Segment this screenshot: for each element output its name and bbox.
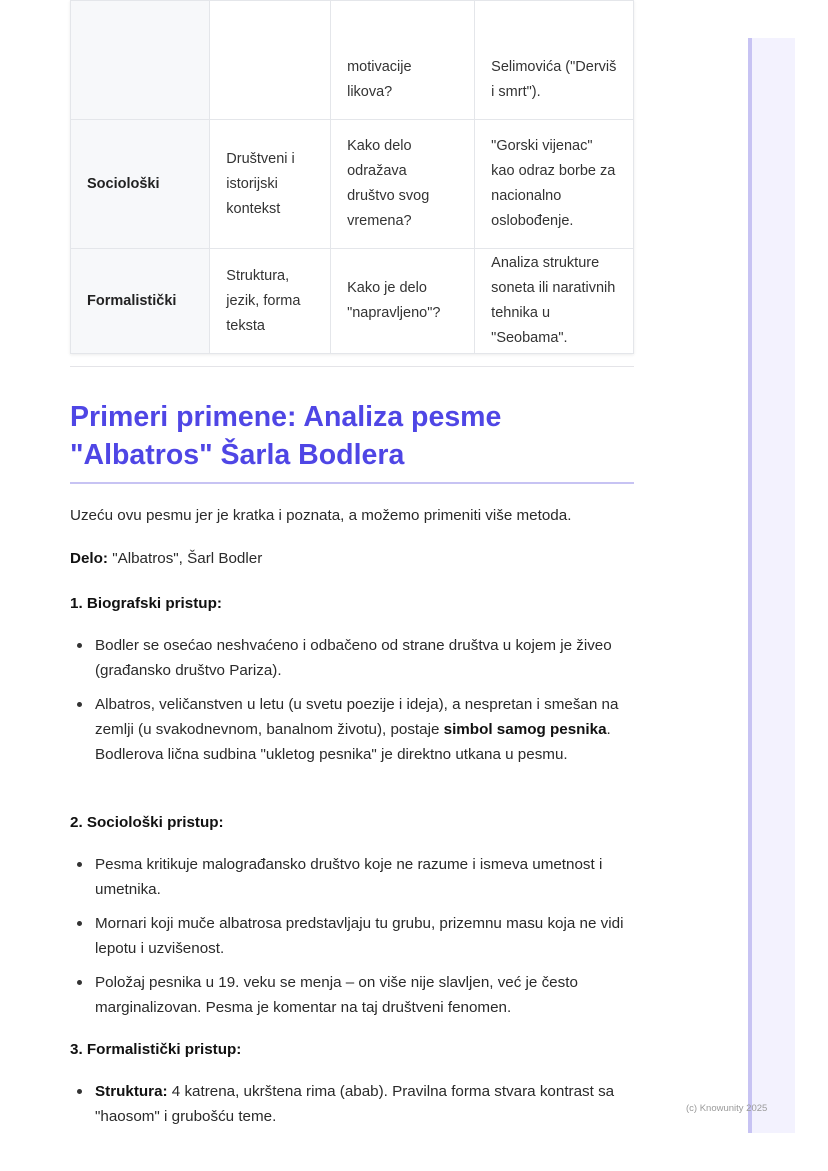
table-cell-focus: Društveni i istorijski kontekst [210,120,331,249]
sociological-list [70,852,640,1029]
table-cell-question: Kako delo odražava društvo svog vremena? [331,120,475,249]
list-item-text: . Bodlerova lična sudbina "ukletog pesnika" je direktno utkana u pesmu. [95,721,611,763]
biographical-heading: 1. Biografski pristup: [70,595,222,612]
copyright-notice: (c) Knowunity 2025 [686,1103,768,1114]
list-item [70,1079,640,1129]
table-row [71,1,634,120]
methods-table [70,0,634,354]
section-title: Primeri primene: Analiza pesme "Albatros" Šarla Bodlera [70,398,634,484]
biographical-list [70,633,640,776]
table-row [71,120,634,249]
list-item: Mornari koji muče albatrosa predstavljaju tu grubu, prizemnu masu koja ne vidi lepotu i uzvišenost. [70,911,640,961]
side-panel [748,38,795,1133]
table-cell-approach: Sociološki [71,120,210,249]
list-item-emphasis: simbol samog pesnika [443,721,607,738]
formalist-list [70,1079,640,1138]
work-line [70,546,640,571]
section-divider [70,366,634,367]
formalist-heading: 3. Formalistički pristup: [70,1041,242,1058]
list-item-text: Albatros, veličanstven u letu (u svetu poezije i ideja), a nespretan i smešan na zemlji (u svakodnevnom, banalnom životu), postaje [95,696,619,738]
table-cell-approach [71,1,210,120]
table-cell-example: Selimovića ("Derviš i smrt"). [475,1,634,120]
work-value: "Albatros", Šarl Bodler [107,550,263,567]
table-cell-question: motivacije likova? [331,1,475,120]
table-cell-approach: Formalistički [71,249,210,354]
list-item: Bodler se osećao neshvaćeno i odbačeno od strane društva u kojem je živeo (građansko društvo Pariza). [70,633,640,683]
work-label: Delo: [70,550,108,567]
sociological-heading: 2. Sociološki pristup: [70,814,224,831]
intro-paragraph: Uzeću ovu pesmu jer je kratka i poznata, a možemo primeniti više metoda. [70,507,572,524]
table-cell-focus [210,1,331,120]
table-cell-question: Kako je delo "napravljeno"? [331,249,475,354]
list-item [70,692,640,767]
list-item: Pesma kritikuje malograđansko društvo koje ne razume i ismeva umetnost i umetnika. [70,852,640,902]
table-cell-focus: Struktura, jezik, forma teksta [210,249,331,354]
table-cell-example: Analiza strukture soneta ili narativnih tehnika u "Seobama". [475,249,634,354]
table-cell-example: "Gorski vijenac" kao odraz borbe za nacionalno oslobođenje. [475,120,634,249]
list-item-text: 4 katrena, ukrštena rima (abab). Pravilna forma stvara kontrast sa "haosom" i grubošću teme. [95,1083,615,1125]
list-item-emphasis: Struktura: [95,1083,168,1100]
table-row [71,249,634,354]
list-item: Položaj pesnika u 19. veku se menja – on više nije slavljen, već je često marginalizovan. Pesma je komentar na taj društveni fenomen. [70,970,640,1020]
